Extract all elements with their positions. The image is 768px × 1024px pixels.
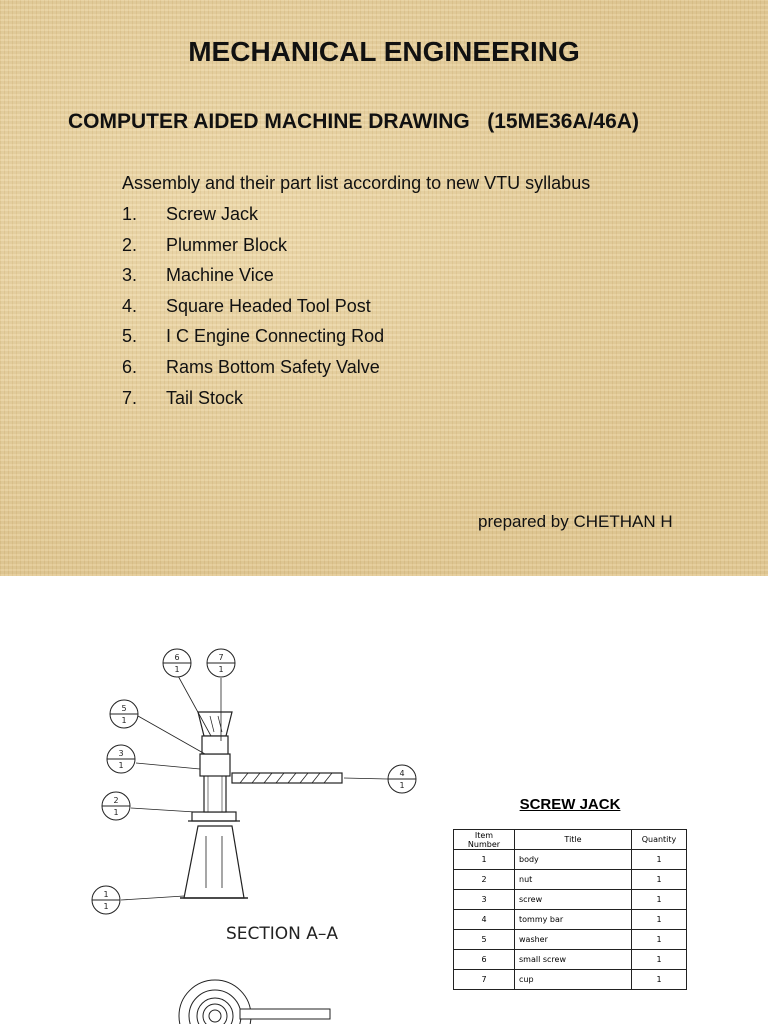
- cell-item-number: 6: [454, 950, 515, 970]
- list-item-text: Screw Jack: [166, 204, 259, 224]
- assembly-list: [122, 204, 384, 418]
- table-row: [454, 850, 687, 870]
- table-title: SCREW JACK: [519, 796, 621, 813]
- list-item: [122, 204, 384, 235]
- cell-title: washer: [515, 930, 632, 950]
- list-item-text: Plummer Block: [166, 234, 288, 255]
- cell-item-number: 1: [454, 850, 515, 870]
- nut-part: [200, 754, 230, 776]
- balloon-item-7: [207, 649, 235, 677]
- cell-quantity: 1: [632, 870, 687, 890]
- table-row: [454, 910, 687, 930]
- cell-quantity: 1: [632, 970, 687, 990]
- list-item-text: Tail Stock: [166, 387, 244, 408]
- svg-text:5: 5: [121, 704, 127, 713]
- section-label: SECTION A–A: [226, 924, 339, 944]
- table-row: [454, 970, 687, 990]
- screw-jack-drawing: [0, 576, 450, 1024]
- cell-item-number: 3: [454, 890, 515, 910]
- cup-part: [198, 712, 232, 736]
- cell-quantity: 1: [632, 850, 687, 870]
- cell-title: cup: [515, 970, 632, 990]
- cell-title: nut: [515, 870, 632, 890]
- cell-title: screw: [515, 890, 632, 910]
- balloon-item-6: [163, 649, 191, 677]
- list-item-text: Square Headed Tool Post: [166, 295, 371, 316]
- page-title: MECHANICAL ENGINEERING: [188, 36, 580, 67]
- cell-title: body: [515, 850, 632, 870]
- svg-text:1: 1: [218, 665, 224, 674]
- svg-text:1: 1: [103, 902, 109, 911]
- svg-text:2: 2: [113, 796, 119, 805]
- table-header-row: [454, 830, 687, 850]
- list-item-number: 7.: [122, 387, 138, 408]
- table-row: [454, 950, 687, 970]
- cell-title: small screw: [515, 950, 632, 970]
- balloon-item-4: [388, 765, 416, 793]
- svg-text:1: 1: [399, 781, 405, 790]
- list-item-number: 4.: [122, 295, 138, 316]
- balloon-item-2: [102, 792, 130, 820]
- intro-text: Assembly and their part list according to new VTU syllabus: [122, 173, 591, 193]
- list-item: [122, 326, 384, 357]
- course-subtitle: COMPUTER AIDED MACHINE DRAWING (15ME36A/46A): [68, 110, 639, 133]
- cell-quantity: 1: [632, 910, 687, 930]
- svg-text:1: 1: [103, 890, 109, 899]
- svg-text:4: 4: [399, 769, 405, 778]
- list-item: [122, 357, 384, 388]
- list-item-number: 6.: [122, 356, 138, 377]
- header-title: Title: [515, 830, 632, 850]
- svg-text:1: 1: [118, 761, 124, 770]
- author-credit: prepared by CHETHAN H: [478, 512, 673, 531]
- list-item-text: I C Engine Connecting Rod: [166, 326, 385, 347]
- balloon-item-3: [107, 745, 135, 773]
- svg-text:1: 1: [121, 716, 127, 725]
- table-row: [454, 930, 687, 950]
- slide-screw-jack: [0, 576, 768, 1024]
- list-item-text: Machine Vice: [166, 265, 274, 286]
- list-item: [122, 235, 384, 266]
- svg-text:6: 6: [174, 653, 180, 662]
- cell-item-number: 7: [454, 970, 515, 990]
- cell-quantity: 1: [632, 890, 687, 910]
- svg-text:1: 1: [174, 665, 180, 674]
- cell-quantity: 1: [632, 930, 687, 950]
- cell-item-number: 2: [454, 870, 515, 890]
- washer-part: [192, 812, 236, 821]
- svg-text:7: 7: [218, 653, 224, 662]
- cell-item-number: 5: [454, 930, 515, 950]
- top-view-partial: [179, 980, 330, 1024]
- list-item-number: 3.: [122, 265, 138, 286]
- list-item-text: Rams Bottom Safety Valve: [166, 356, 380, 377]
- list-item-number: 5.: [122, 326, 138, 347]
- list-item: [122, 265, 384, 296]
- list-item: [122, 388, 384, 419]
- svg-text:1: 1: [113, 808, 119, 817]
- balloon-item-5: [110, 700, 138, 728]
- body-part: [184, 826, 244, 898]
- balloon-item-1: [92, 886, 120, 914]
- table-row: [454, 890, 687, 910]
- cell-item-number: 4: [454, 910, 515, 930]
- cell-title: tommy bar: [515, 910, 632, 930]
- cell-quantity: 1: [632, 950, 687, 970]
- list-item-number: 2.: [122, 234, 138, 255]
- table-row: [454, 870, 687, 890]
- header-quantity: Quantity: [632, 830, 687, 850]
- svg-text:3: 3: [118, 749, 124, 758]
- list-item: [122, 296, 384, 327]
- list-item-number: 1.: [122, 204, 138, 224]
- parts-table: [453, 829, 687, 990]
- header-item-number: Item Number: [454, 830, 515, 850]
